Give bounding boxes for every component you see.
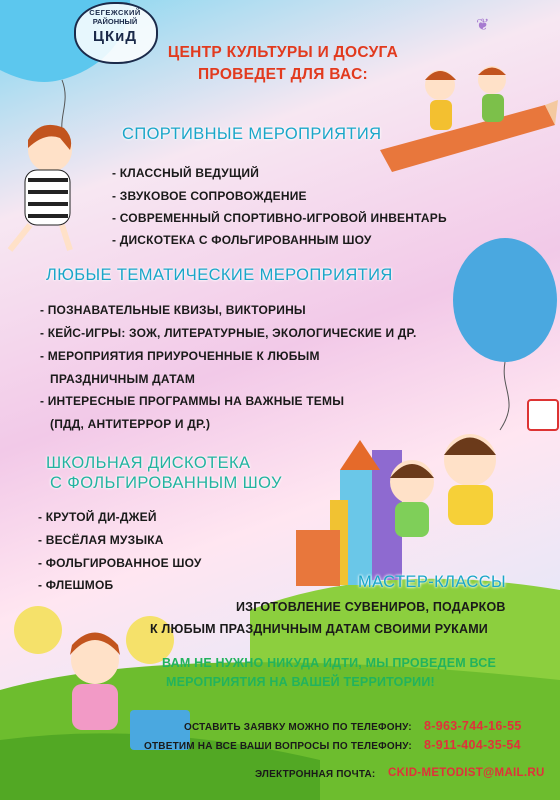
logo-line3: ЦКиД (92, 28, 138, 45)
questions-phone-link[interactable]: 8-911-404-35-54 (424, 738, 521, 752)
page-title-line2: ПРОВЕДЕТ ДЛЯ ВАС: (197, 66, 369, 83)
thematic-item: - ПОЗНАВАТЕЛЬНЫЕ КВИЗЫ, ВИКТОРИНЫ (40, 303, 306, 317)
disco-item: - ФОЛЬГИРОВАННОЕ ШОУ (38, 556, 202, 570)
logo-line1: СЕГЕЖСКИЙ (89, 8, 141, 17)
thematic-item: (ПДД, АНТИТЕРРОР И ДР.) (50, 417, 211, 431)
boy-with-letter-icon (444, 400, 558, 525)
disco-heading-line1: ШКОЛЬНАЯ ДИСКОТЕКА (46, 454, 251, 472)
sports-item: - ЗВУКОВОЕ СОПРОВОЖДЕНИЕ (112, 189, 307, 203)
disco-item: - ВЕСЁЛАЯ МУЗЫКА (38, 533, 164, 547)
email-link[interactable]: CKID-METODIST@MAIL.RU (388, 767, 545, 779)
masterclass-line1: ИЗГОТОВЛЕНИЕ СУВЕНИРОВ, ПОДАРКОВ (236, 600, 506, 614)
crayon-tower-icon (296, 440, 402, 586)
thematic-item: - МЕРОПРИЯТИЯ ПРИУРОЧЕННЫЕ К ЛЮБЫМ (40, 349, 320, 363)
thematic-item: ПРАЗДНИЧНЫМ ДАТАМ (50, 372, 196, 386)
order-phone-link[interactable]: 8-963-744-16-55 (424, 719, 522, 733)
disco-item: - ФЛЕШМОБ (38, 578, 114, 592)
masterclass-line2: К ЛЮБЫМ ПРАЗДНИЧНЫМ ДАТАМ СВОИМИ РУКАМИ (150, 622, 488, 636)
questions-label: ОТВЕТИМ НА ВСЕ ВАШИ ВОПРОСЫ ПО ТЕЛЕФОНУ: (144, 741, 412, 752)
sports-item: - КЛАССНЫЙ ВЕДУЩИЙ (112, 166, 260, 180)
sports-heading: СПОРТИВНЫЕ МЕРОПРИЯТИЯ (122, 125, 382, 143)
email-label: ЭЛЕКТРОННАЯ ПОЧТА: (255, 769, 376, 780)
sports-item: - СОВРЕМЕННЫЙ СПОРТИВНО-ИГРОВОЙ ИНВЕНТАРЬ (112, 211, 447, 225)
notice-line2: МЕРОПРИЯТИЯ НА ВАШЕЙ ТЕРРИТОРИИ! (166, 675, 435, 689)
notice-line1: ВАМ НЕ НУЖНО НИКУДА ИДТИ, МЫ ПРОВЕДЕМ ВСЕ (162, 656, 497, 670)
masterclass-heading: МАСТЕР-КЛАССЫ (358, 573, 507, 591)
svg-text:❦: ❦ (476, 15, 490, 34)
thematic-heading: ЛЮБЫЕ ТЕМАТИЧЕСКИЕ МЕРОПРИЯТИЯ (46, 266, 393, 284)
sports-item: - ДИСКОТЕКА С ФОЛЬГИРОВАННЫМ ШОУ (112, 233, 372, 247)
order-label: ОСТАВИТЬ ЗАЯВКУ МОЖНО ПО ТЕЛЕФОНУ: (184, 722, 412, 733)
page-title-line1: ЦЕНТР КУЛЬТУРЫ И ДОСУГА (167, 44, 399, 61)
thematic-item: - КЕЙС-ИГРЫ: ЗОЖ, ЛИТЕРАТУРНЫЕ, ЭКОЛОГИЧЕСКИЕ И ДР. (40, 326, 417, 340)
girl-with-balloon-icon (10, 125, 72, 250)
logo-line2: РАЙОННЫЙ (92, 17, 138, 26)
thematic-item: - ИНТЕРЕСНЫЕ ПРОГРАММЫ НА ВАЖНЫЕ ТЕМЫ (40, 394, 345, 408)
disco-item: - КРУТОЙ ДИ-ДЖЕЙ (38, 510, 157, 524)
disco-heading-line2: С ФОЛЬГИРОВАННЫМ ШОУ (50, 474, 282, 492)
